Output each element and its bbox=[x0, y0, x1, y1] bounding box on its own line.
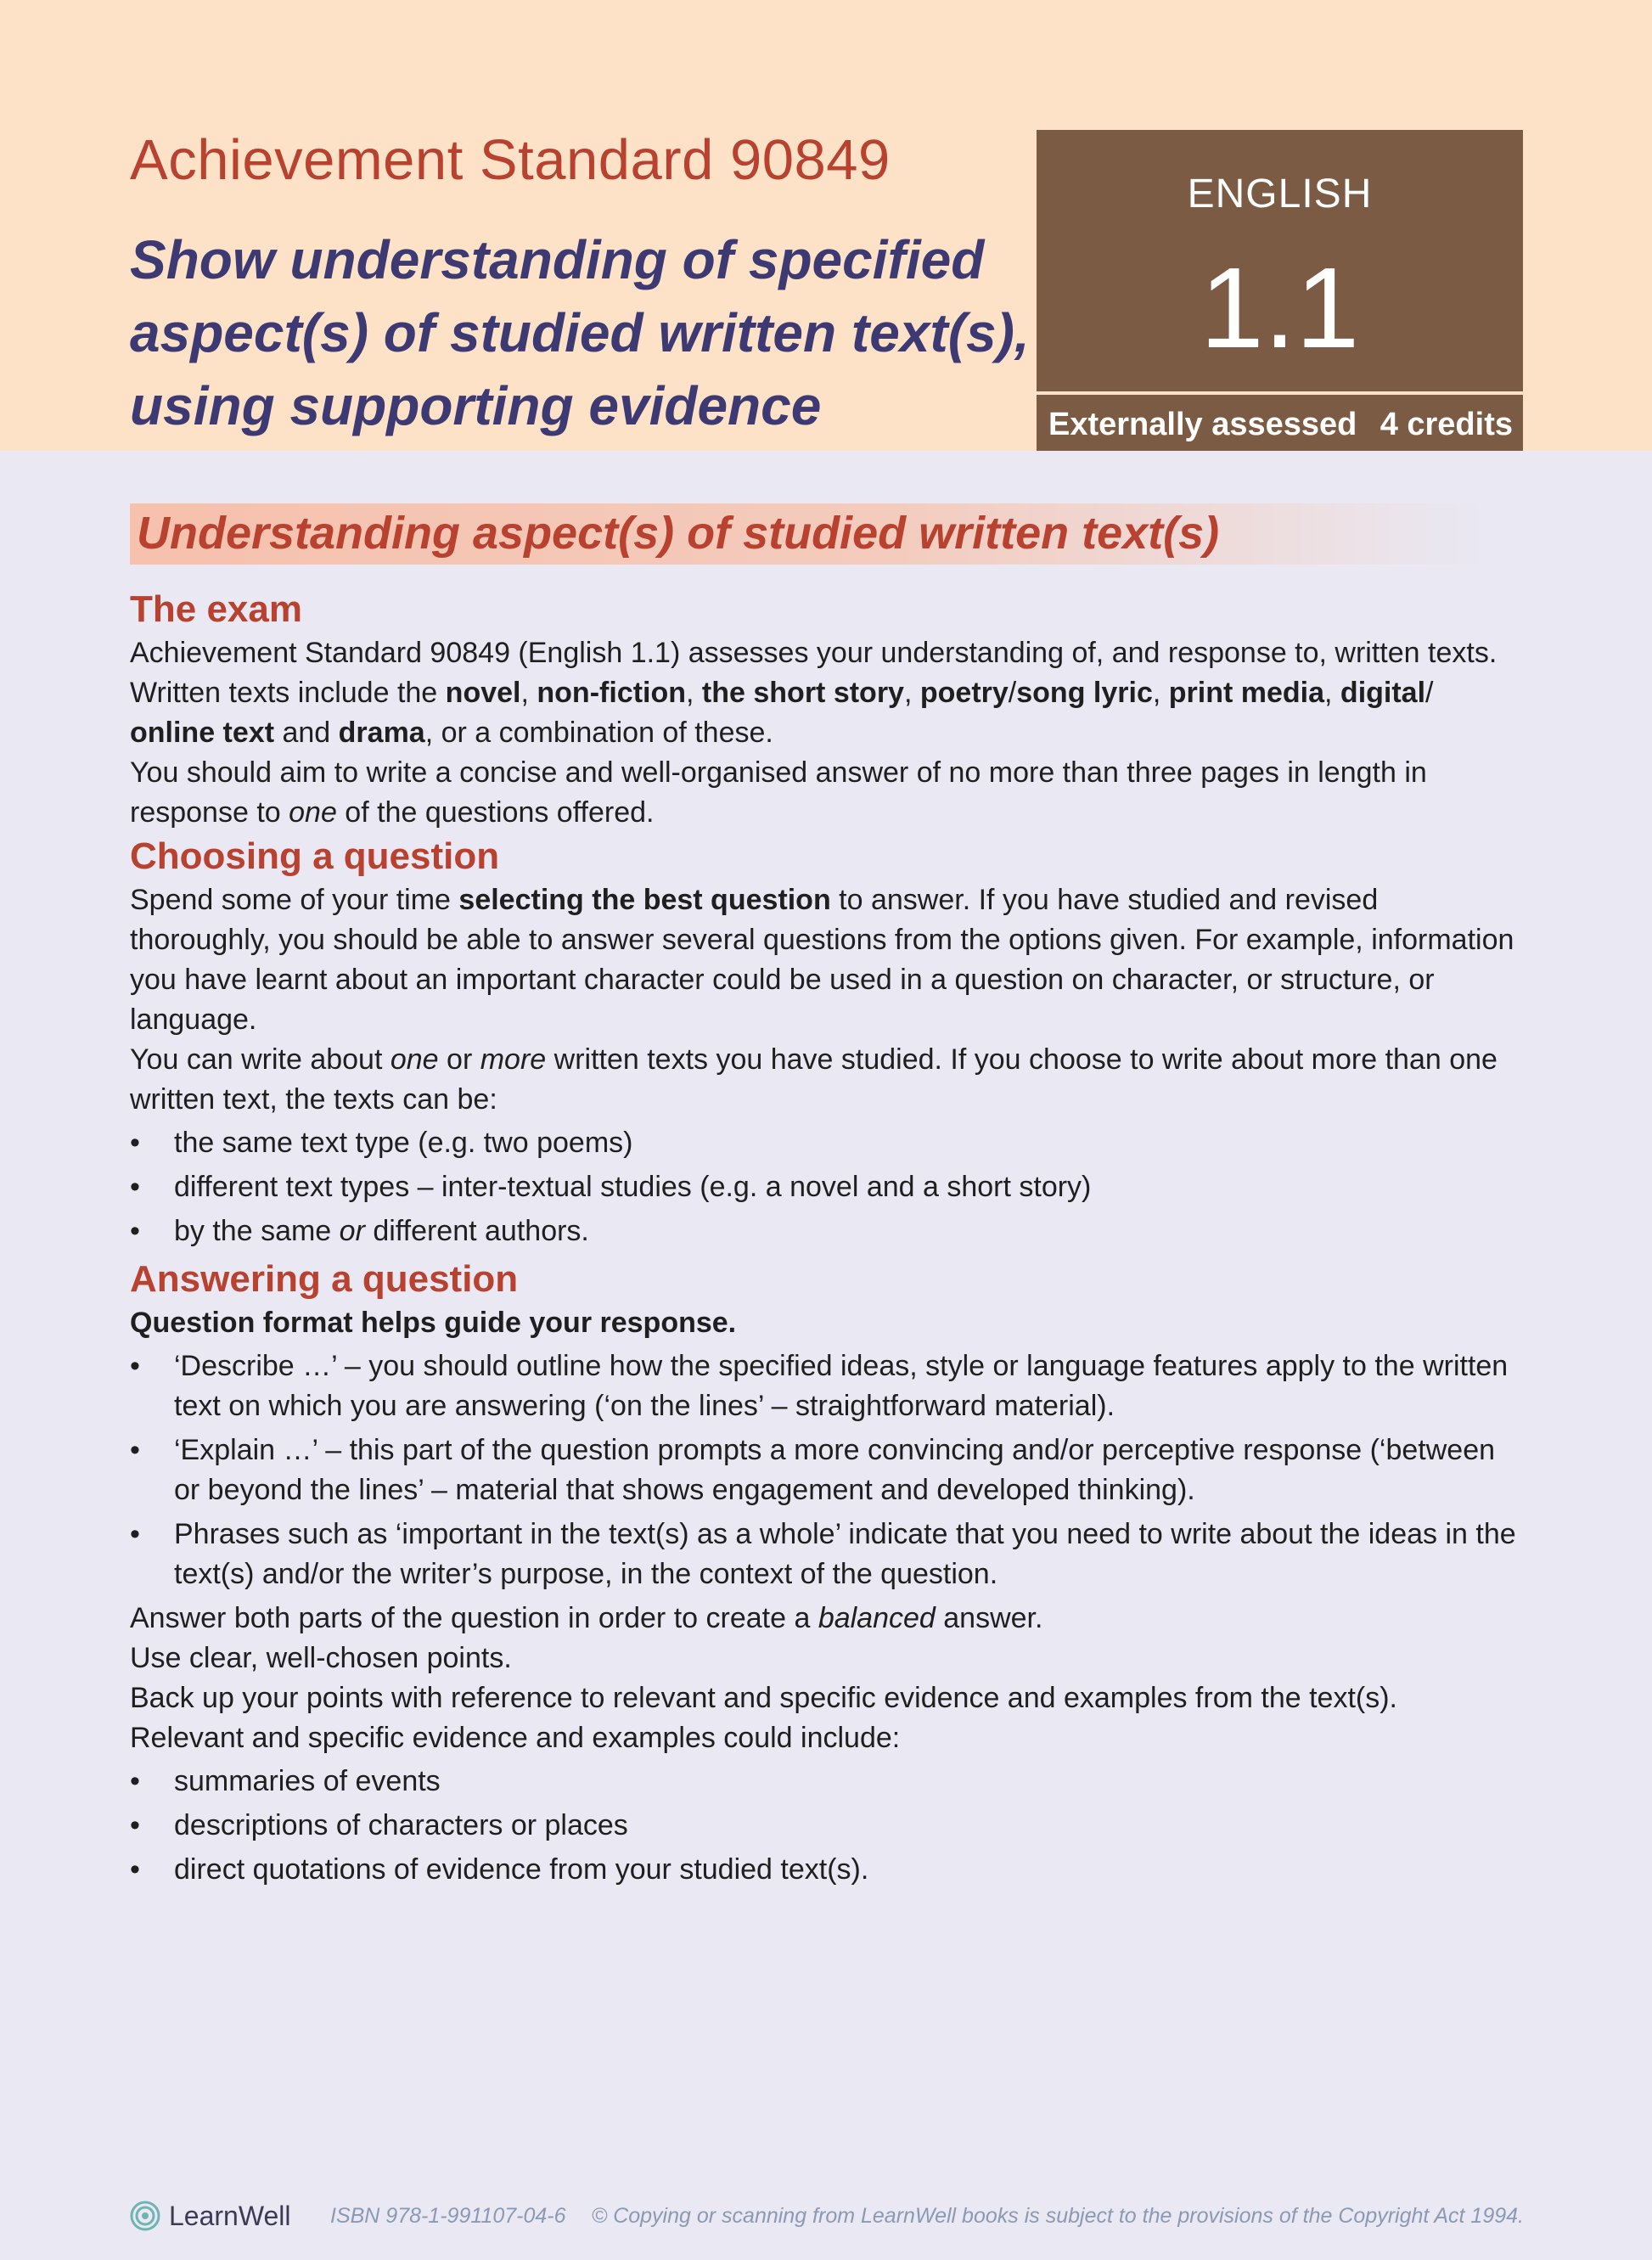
page-footer bbox=[130, 2201, 1522, 2235]
copyright-notice: © Copying or scanning from LearnWell books is subject to the provisions of the Copyright Act 1994. bbox=[591, 2204, 1524, 2228]
evidence-list bbox=[130, 1762, 1522, 1890]
section-banner bbox=[130, 503, 1483, 565]
heading-choosing-a-question: Choosing a question bbox=[130, 835, 500, 877]
learnwell-logo-icon bbox=[130, 2201, 160, 2231]
badge-number: 1.1 bbox=[1200, 244, 1360, 372]
choosing-paragraph-2: You can write about one or more written texts you have studied. If you choose to write about more than one written text, the texts can be: bbox=[130, 1043, 1497, 1116]
learnwell-logo-text: LearnWell bbox=[169, 2201, 291, 2231]
exam-paragraph-2: Written texts include the novel, non-fiction, the short story, poetry/song lyric, print media, digital/ online text and drama, or a combination of these. bbox=[130, 677, 1434, 749]
list-item: • different text types – inter-textual studies (e.g. a novel and a short story) bbox=[130, 1167, 1522, 1207]
choosing-paragraph-1: Spend some of your time selecting the best question to answer. If you have studied and revised thoroughly, you should be able to answer several questions from the options given. For example, information you have learnt about an important character could be used in a question on character, or structure, or language. bbox=[130, 884, 1514, 1036]
badge-subject: ENGLISH bbox=[1187, 171, 1373, 216]
main-content bbox=[130, 586, 1522, 1894]
badge-credits: 4 credits bbox=[1379, 407, 1513, 442]
badge-footer bbox=[1037, 398, 1523, 451]
list-item: • summaries of events bbox=[130, 1762, 1522, 1802]
list-item: • descriptions of characters or places bbox=[130, 1806, 1522, 1846]
answering-paragraph-1: Answer both parts of the question in order to create a balanced answer. bbox=[130, 1602, 1043, 1634]
answering-paragraph-2: Use clear, well-chosen points. bbox=[130, 1642, 512, 1674]
heading-answering-a-question: Answering a question bbox=[130, 1258, 519, 1300]
badge-assessed: Externally assessed bbox=[1048, 407, 1357, 442]
subject-badge bbox=[1037, 130, 1523, 451]
list-item: • Phrases such as ‘important in the text(s) as a whole’ indicate that you need to write about the ideas in the text(s) and/or the writer’s purpose, in the context of the question. bbox=[130, 1515, 1522, 1594]
list-item: • ‘Describe …’ – you should outline how the specified ideas, style or language features apply to the written text on which you are answering (‘on the lines’ – straightforward material). bbox=[130, 1346, 1522, 1426]
isbn: ISBN 978-1-991107-04-6 bbox=[330, 2204, 566, 2228]
list-item: • ‘Explain …’ – this part of the question prompts a more convincing and/or perceptive response (‘between or beyond the lines’ – material that shows engagement and developed thinking). bbox=[130, 1431, 1522, 1510]
question-format-heading: Question format helps guide your response. bbox=[130, 1307, 737, 1339]
heading-the-exam: The exam bbox=[130, 588, 302, 630]
exam-paragraph-1: Achievement Standard 90849 (English 1.1) assesses your understanding of, and response to, written texts. bbox=[130, 637, 1497, 669]
standard-title: Achievement Standard 90849 bbox=[130, 128, 891, 192]
exam-paragraph-3: You should aim to write a concise and well-organised answer of no more than three pages in length in response to one of the questions offered. bbox=[130, 756, 1427, 829]
header-band bbox=[0, 0, 1652, 451]
question-format-list bbox=[130, 1346, 1522, 1594]
standard-subtitle: Show understanding of specified aspect(s) of studied written text(s), using supporting evidence bbox=[130, 229, 1030, 436]
banner-title: Understanding aspect(s) of studied written text(s) bbox=[137, 508, 1220, 559]
text-options-list bbox=[130, 1123, 1522, 1251]
list-item: • the same text type (e.g. two poems) bbox=[130, 1123, 1522, 1163]
badge-divider bbox=[1037, 391, 1523, 395]
list-item: • direct quotations of evidence from your studied text(s). bbox=[130, 1850, 1522, 1890]
answering-paragraph-3: Back up your points with reference to relevant and specific evidence and examples from the text(s). bbox=[130, 1682, 1397, 1714]
answering-paragraph-4: Relevant and specific evidence and examples could include: bbox=[130, 1722, 901, 1754]
list-item: • by the same or different authors. bbox=[130, 1212, 1522, 1251]
